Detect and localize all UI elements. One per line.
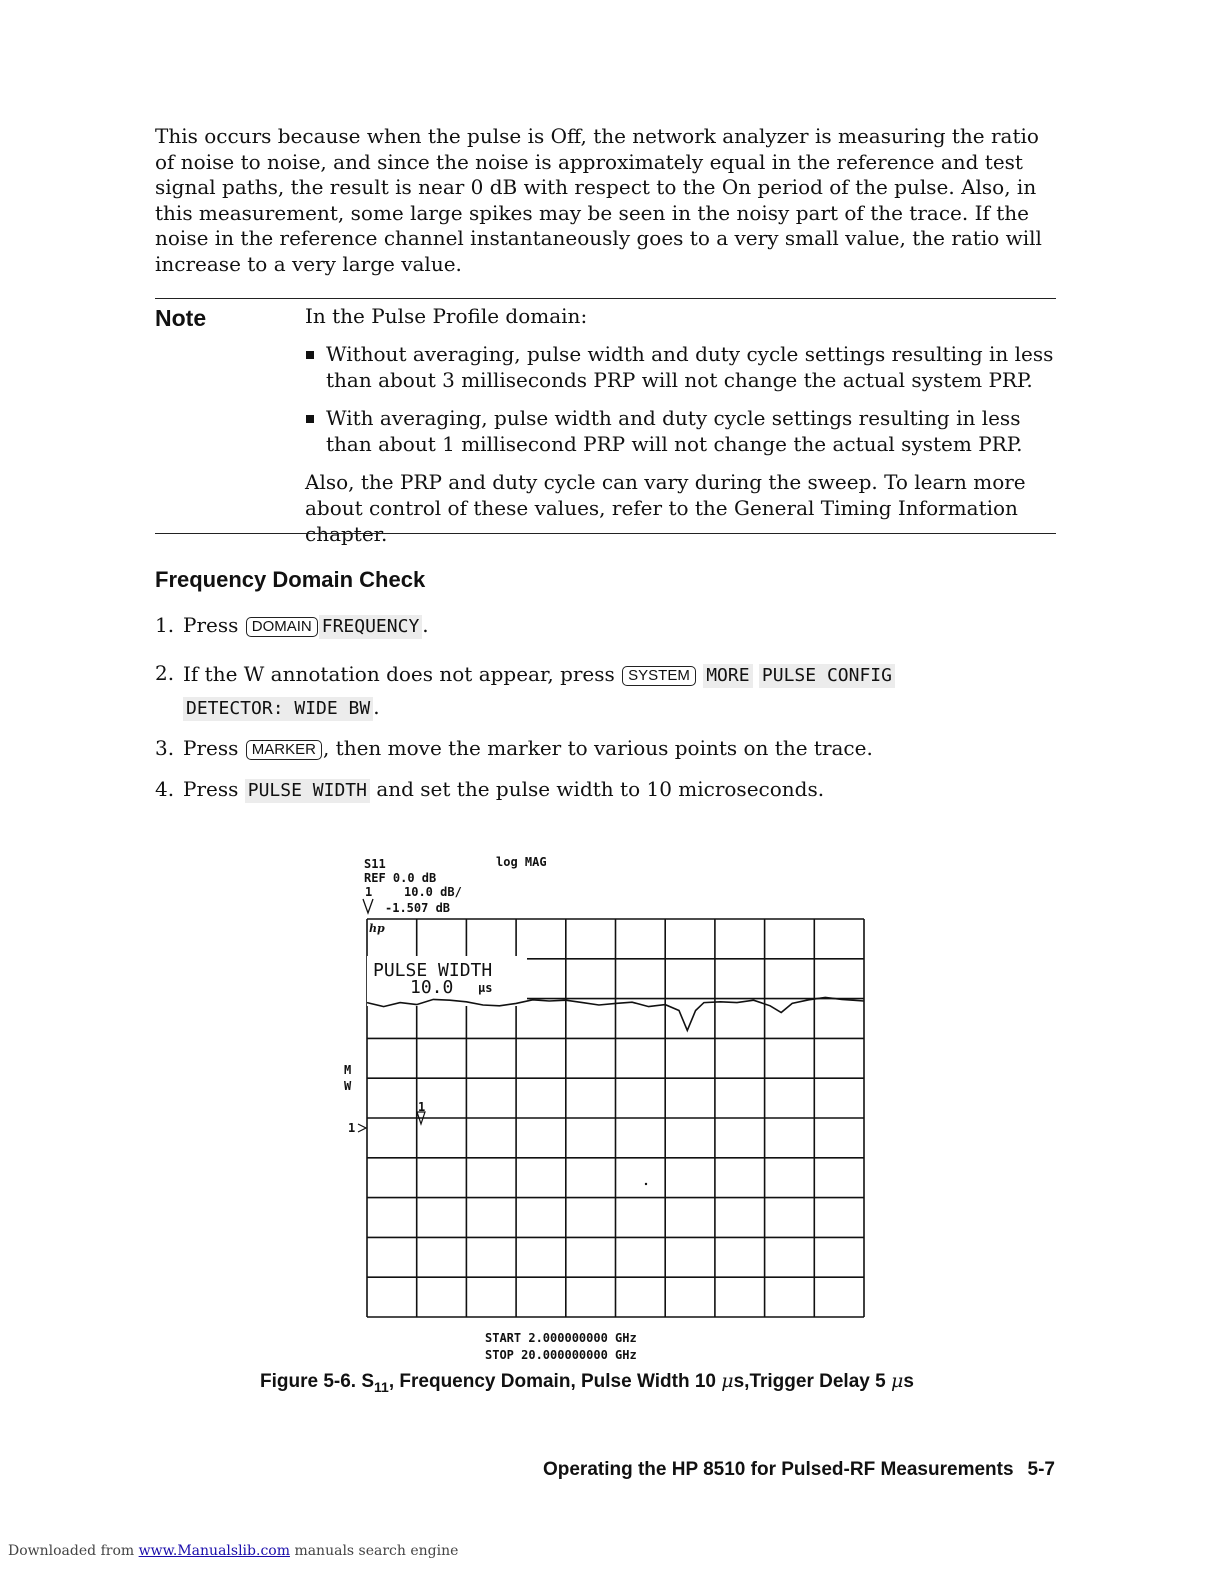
ref-position-label: 1 [348, 1121, 356, 1135]
step-text-part: Press [183, 777, 239, 801]
marker-value-label: -1.507 dB [385, 901, 451, 915]
step-text-part: . [422, 613, 429, 637]
step-text-part: Press [183, 736, 239, 760]
step-text [183, 733, 1053, 763]
more-softkey[interactable]: MORE [703, 664, 752, 688]
system-key[interactable]: SYSTEM [622, 666, 696, 686]
domain-key[interactable]: DOMAIN [246, 617, 318, 637]
step-text-part: and set the pulse width to 10 microseconds. [376, 777, 825, 801]
step-text-part: . [373, 695, 380, 719]
format-label: log MAG [496, 855, 547, 869]
note-top-rule [155, 298, 1056, 299]
side-w-label: W [344, 1079, 352, 1093]
speck-dot [645, 1183, 647, 1185]
step-number: 1. [155, 613, 175, 637]
step-text-part: Press [183, 613, 239, 637]
note-label: Note [155, 305, 207, 331]
note-bullet-text: Without averaging, pulse width and duty cycle settings resulting in less than about 3 milliseconds PRP will not change the actual system PRP. [326, 342, 1054, 392]
scale-label: 10.0 dB/ [404, 885, 462, 899]
note-bullet-text: With averaging, pulse width and duty cycle settings resulting in less than about 1 millisecond PRP will not change the actual system PRP. [326, 406, 1023, 456]
download-prefix: Downloaded from [8, 1543, 135, 1559]
step-text [183, 774, 1053, 804]
pulse-config-softkey[interactable]: PULSE CONFIG [759, 664, 895, 688]
page-footer [543, 1459, 1055, 1481]
s11-frequency-plot [330, 848, 890, 1370]
ref-position-arrow-icon [358, 1124, 366, 1132]
marker-number-label: 1 [365, 885, 373, 899]
caption-mu: μ [890, 1370, 904, 1392]
step-text-part: If the W annotation does not appear, press [183, 662, 615, 686]
download-notice [8, 1543, 458, 1559]
marker-key[interactable]: MARKER [246, 740, 322, 760]
step-text-part: , then move the marker to various points on the trace. [322, 736, 873, 760]
param-label: S11 [364, 857, 386, 871]
page-number: 5-7 [1027, 1459, 1055, 1480]
step-text [183, 658, 1053, 724]
caption-text: s,Trigger Delay 5 [733, 1371, 891, 1392]
note-bullet-item [305, 341, 1060, 393]
note-closing: Also, the PRP and duty cycle can vary during the sweep. To learn more about control of these values, refer to the General Timing Information chapter. [305, 470, 1026, 546]
caption-subscript: 11 [374, 1378, 389, 1395]
footer-title: Operating the HP 8510 for Pulsed-RF Measurements [542, 1459, 1014, 1480]
square-bullet-icon [306, 415, 314, 423]
note-bottom-rule [155, 533, 1056, 534]
figure-caption [260, 1370, 980, 1395]
note-body [305, 303, 1060, 559]
square-bullet-icon [306, 351, 314, 359]
step-number: 3. [155, 736, 175, 760]
side-m-label: M [344, 1063, 352, 1077]
caption-text: s [903, 1371, 914, 1392]
caption-text: Figure 5-6. S [260, 1371, 375, 1392]
step-number: 4. [155, 777, 175, 801]
pulse-width-unit: μs [478, 981, 493, 995]
hp-logo: hp [369, 922, 385, 935]
note-bullet-item [305, 405, 1060, 457]
intro-paragraph: This occurs because when the pulse is Off, the network analyzer is measuring the ratio of noise to noise, and since the noise is approximately equal in the reference and test signal paths, the result is near 0 dB with respect to the On period of the pulse. Also, in this measurement, some large spikes may be seen in the noisy part of the trace. If the noise in the reference channel instantaneously goes to a very small value, the ratio will increase to a very large value. [155, 124, 1042, 276]
figure-5-6 [330, 848, 890, 1370]
pulse-width-softkey[interactable]: PULSE WIDTH [245, 779, 370, 803]
caption-mu: μ [721, 1370, 734, 1392]
caption-text: , Frequency Domain, Pulse Width 10 [388, 1371, 722, 1392]
step-text [183, 610, 1053, 640]
download-suffix: manuals search engine [294, 1543, 459, 1559]
trace-marker-label: 1 [418, 1100, 426, 1114]
note-lead: In the Pulse Profile domain: [305, 304, 588, 328]
frequency-softkey[interactable]: FREQUENCY [319, 615, 423, 639]
detector-wide-bw-softkey[interactable]: DETECTOR: WIDE BW [183, 697, 373, 721]
note-bullets [305, 341, 1060, 457]
ref-label: REF 0.0 dB [364, 871, 437, 885]
manualslib-link[interactable]: www.Manualslib.com [138, 1543, 290, 1559]
stop-frequency-label: STOP 20.000000000 GHz [485, 1348, 637, 1362]
step-number: 2. [155, 661, 175, 685]
start-frequency-label: START 2.000000000 GHz [485, 1331, 637, 1345]
section-title: Frequency Domain Check [155, 567, 426, 592]
marker-triangle-icon [363, 899, 373, 913]
pulse-width-label: PULSE WIDTH [373, 960, 493, 981]
pulse-width-value: 10.0 [410, 977, 454, 998]
